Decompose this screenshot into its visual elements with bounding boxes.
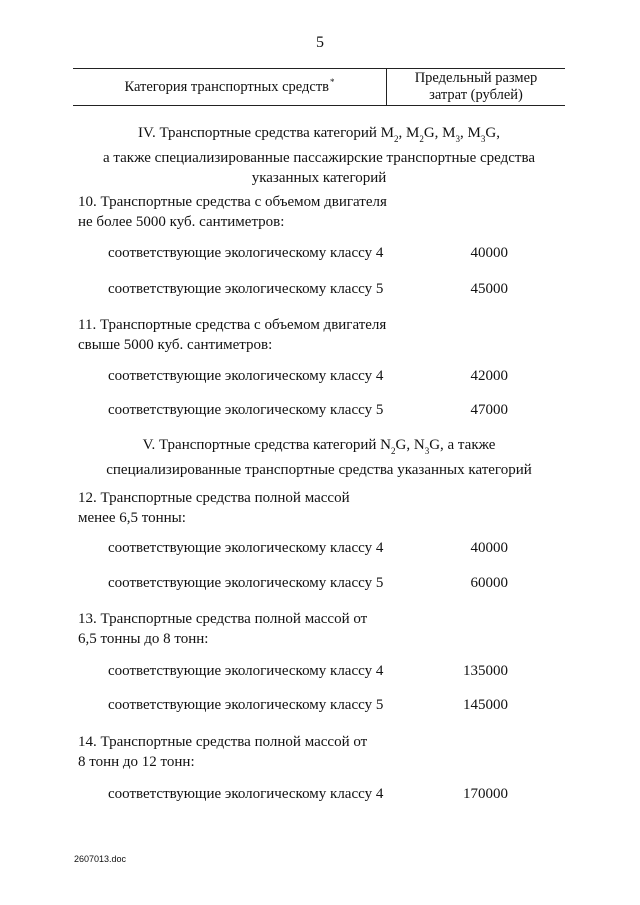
header-category-column	[73, 69, 386, 105]
header-cost-line-2: затрат (рублей)	[429, 87, 523, 103]
item-14-title-line-2: 8 тонн до 12 тонн:	[78, 754, 195, 770]
table-row	[108, 697, 538, 717]
row-label: соответствующие экологическому классу 5	[108, 281, 384, 297]
table-row	[108, 245, 538, 265]
item-12-title-line-1: 12. Транспортные средства полной массой	[78, 490, 350, 506]
table-row	[108, 663, 538, 683]
row-value: 45000	[470, 281, 508, 297]
section-iv-title-line-2: а также специализированные пассажирские транспортные средства	[103, 150, 535, 166]
table-header	[73, 68, 565, 106]
row-label: соответствующие экологическому классу 4	[108, 663, 384, 679]
header-category-text: Категория транспортных средств	[124, 78, 330, 95]
item-10-title	[78, 192, 418, 232]
header-cost-line-1: Предельный размер	[414, 70, 538, 86]
item-12-title	[78, 488, 418, 528]
row-label: соответствующие экологическому классу 4	[108, 540, 384, 556]
header-category-footnote-mark: *	[330, 77, 335, 87]
section-iv-title-line-1: IV. Транспортные средства категорий $M_2$, $M_2G$, $M_3$, $M_3G$,	[138, 125, 500, 144]
section-v-title	[73, 435, 565, 480]
item-13-title-line-2: 6,5 тонны до 8 тонн:	[78, 631, 209, 647]
row-value: 40000	[470, 245, 508, 261]
item-11-title-line-1: 11. Транспортные средства с объемом двигателя	[78, 317, 387, 333]
row-label: соответствующие экологическому классу 5	[108, 697, 384, 713]
row-label: соответствующие экологическому классу 4	[108, 245, 384, 261]
item-11-title	[78, 315, 418, 355]
table-row	[108, 575, 538, 595]
section-iv-title-line-3: указанных категорий	[251, 170, 387, 186]
header-cost-column	[387, 69, 565, 105]
table-row	[108, 281, 538, 301]
row-value: 170000	[463, 786, 508, 802]
section-iv-title	[73, 123, 565, 188]
row-value: 42000	[470, 368, 508, 384]
table-row	[108, 402, 538, 422]
row-label: соответствующие экологическому классу 5	[108, 402, 384, 418]
item-11-title-line-2: свыше 5000 куб. сантиметров:	[78, 337, 273, 353]
section-v-title-line-2: специализированные транспортные средства указанных категорий	[106, 462, 532, 478]
row-value: 40000	[470, 540, 508, 556]
row-value: 145000	[463, 697, 508, 713]
page-number: 5	[316, 34, 324, 51]
table-row	[108, 368, 538, 388]
row-label: соответствующие экологическому классу 4	[108, 786, 384, 802]
row-label: соответствующие экологическому классу 4	[108, 368, 384, 384]
row-value: 135000	[463, 663, 508, 679]
item-10-title-line-2: не более 5000 куб. сантиметров:	[78, 214, 285, 230]
item-10-title-line-1: 10. Транспортные средства с объемом двигателя	[78, 194, 387, 210]
row-label: соответствующие экологическому классу 5	[108, 575, 384, 591]
section-v-title-line-1: V. Транспортные средства категорий $N_2G$, $N_3G$, а также	[142, 437, 496, 456]
table-row	[108, 786, 538, 806]
item-14-title-line-1: 14. Транспортные средства полной массой от	[78, 734, 368, 750]
row-value: 47000	[470, 402, 508, 418]
item-12-title-line-2: менее 6,5 тонны:	[78, 510, 186, 526]
item-14-title	[78, 732, 418, 772]
item-13-title	[78, 609, 418, 649]
document-filename: 2607013.doc	[74, 854, 127, 864]
row-value: 60000	[470, 575, 508, 591]
table-row	[108, 540, 538, 560]
item-13-title-line-1: 13. Транспортные средства полной массой от	[78, 611, 368, 627]
